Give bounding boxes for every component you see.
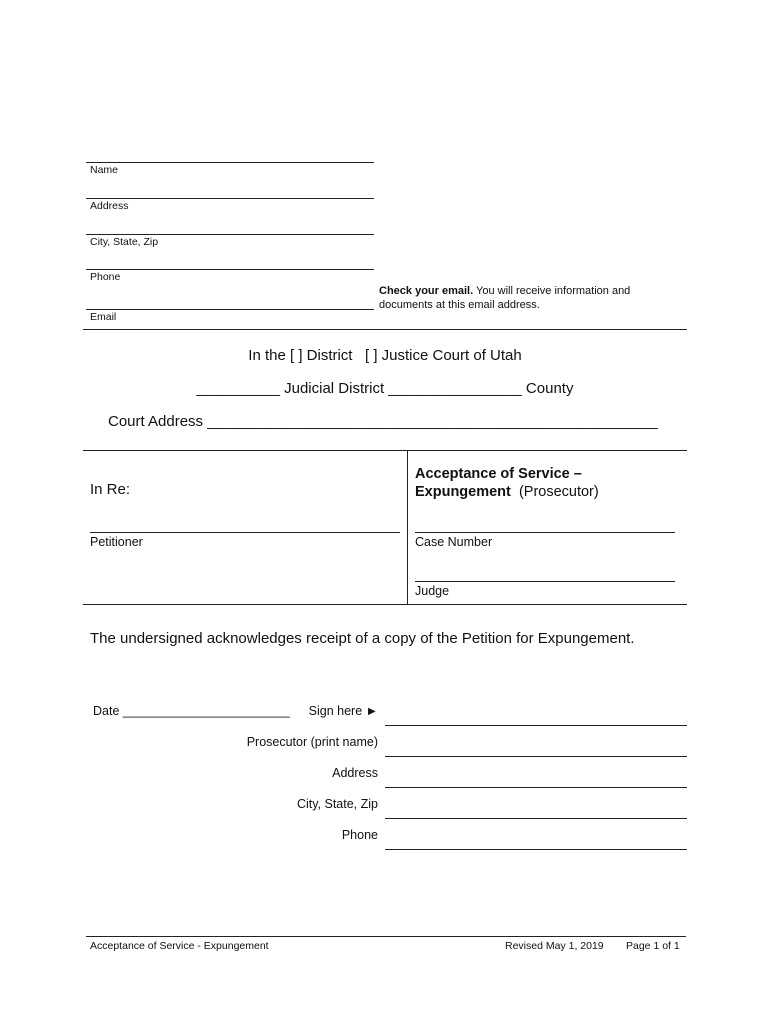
petitioner-label: Petitioner <box>90 535 143 549</box>
city-state-zip-label: City, State, Zip <box>90 236 159 248</box>
title-bold-2: Expungement <box>415 484 511 500</box>
petitioner-line[interactable] <box>90 532 400 533</box>
sig-phone-line[interactable] <box>385 849 687 850</box>
prosecutor-label: Prosecutor (print name) <box>246 735 378 749</box>
phone-line[interactable] <box>86 269 374 270</box>
document-title <box>415 465 599 501</box>
title-bold-1: Acceptance of Service – <box>415 466 582 482</box>
sig-city-line[interactable] <box>385 818 687 819</box>
court-line-2: __________ Judicial District ________________ County <box>196 380 574 397</box>
name-label: Name <box>90 164 119 176</box>
footer-line <box>86 936 686 937</box>
court-line-1: In the [ ] District [ ] Justice Court of Utah <box>248 347 522 364</box>
phone-label: Phone <box>90 271 121 283</box>
case-number-line[interactable] <box>415 532 675 533</box>
sig-phone-label: Phone <box>341 828 378 842</box>
caption-divider <box>407 450 408 605</box>
header-divider <box>83 329 687 330</box>
name-line[interactable] <box>86 162 374 163</box>
date-field[interactable]: Date ________________________ <box>93 704 290 718</box>
email-note-text: You will receive information and documents at this email address. <box>379 285 631 311</box>
footer-revised: Revised May 1, 2019 <box>505 940 604 952</box>
address-label: Address <box>90 200 129 212</box>
sig-address-label: Address <box>332 766 378 780</box>
title-normal: (Prosecutor) <box>518 484 599 500</box>
court-address: Court Address ______________________________________________________ <box>108 413 658 430</box>
case-number-label: Case Number <box>415 535 493 549</box>
email-line[interactable] <box>86 309 374 310</box>
sign-here-label: Sign here ► <box>308 704 378 718</box>
judge-label: Judge <box>415 584 450 598</box>
sig-city-label: City, State, Zip <box>296 797 378 811</box>
email-note-bold: Check your email. <box>379 285 474 297</box>
in-re-label: In Re: <box>90 481 131 498</box>
prosecutor-line[interactable] <box>385 756 687 757</box>
footer-page: Page 1 of 1 <box>626 940 680 952</box>
sig-address-line[interactable] <box>385 787 687 788</box>
email-note <box>379 284 669 312</box>
footer-title: Acceptance of Service - Expungement <box>90 940 269 952</box>
acknowledgment-statement: The undersigned acknowledges receipt of a copy of the Petition for Expungement. <box>90 630 635 647</box>
judge-line[interactable] <box>415 581 675 582</box>
email-label: Email <box>90 311 117 323</box>
signature-line[interactable] <box>385 725 687 726</box>
caption-bottom-line <box>83 604 687 605</box>
address-line[interactable] <box>86 198 374 199</box>
caption-top-line <box>83 450 687 451</box>
city-state-zip-line[interactable] <box>86 234 374 235</box>
